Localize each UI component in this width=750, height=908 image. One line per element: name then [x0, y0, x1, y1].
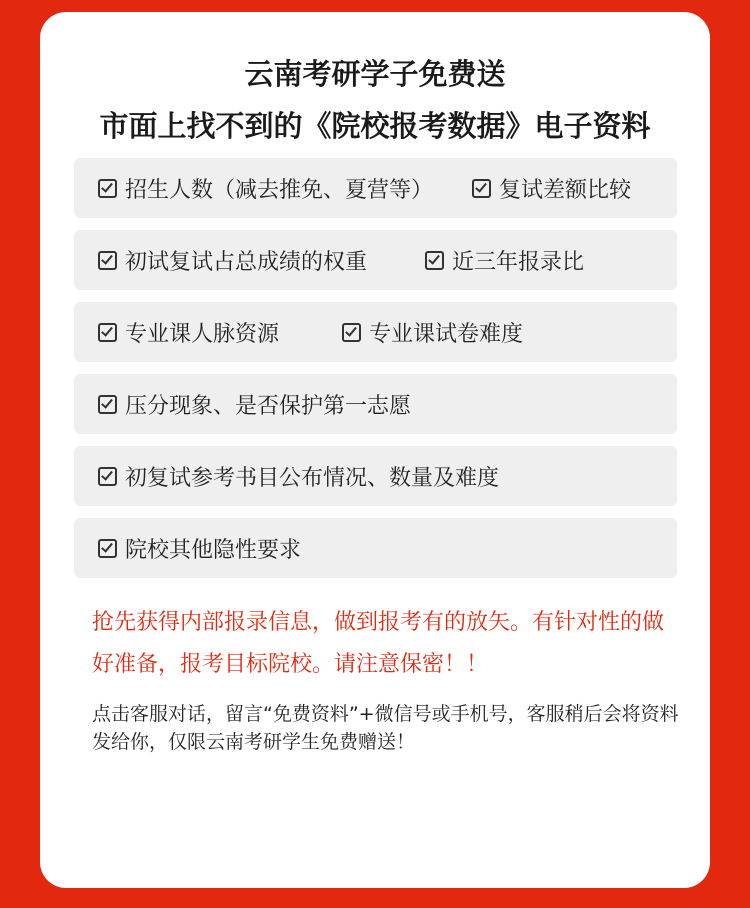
checklist-item [98, 173, 472, 204]
checklist-row [74, 518, 677, 578]
checklist-item [98, 245, 425, 276]
checklist-item-label: 初试复试占总成绩的权重 [125, 249, 368, 275]
contact-instructions: 点击客服对话，留言“免费资料”+微信号或手机号，客服稍后会将资料发给你，仅限云南考研学生免费赠送！ [92, 703, 679, 753]
checklist-item [342, 317, 523, 348]
checkbox-checked-icon [472, 179, 491, 198]
checkbox-checked-icon [98, 323, 117, 342]
checkbox-checked-icon [98, 179, 117, 198]
checkbox-checked-icon [98, 395, 117, 414]
title-line-2: 市面上找不到的《院校报考数据》电子资料 [99, 109, 651, 143]
checklist-item-label: 压分现象、是否保护第一志愿 [125, 393, 412, 419]
checklist-item-label: 招生人数（减去推免、夏营等） [125, 177, 434, 203]
content-card [40, 12, 710, 888]
checklist-row [74, 302, 677, 362]
checkbox-checked-icon [98, 251, 117, 270]
checklist-item [98, 317, 342, 348]
checklist-item [98, 533, 301, 564]
checklist-row [74, 374, 677, 434]
checklist-row [74, 446, 677, 506]
checklist-item [98, 461, 499, 492]
promo-notice: 抢先获得内部报录信息，做到报考有的放矢。有针对性的做好准备，报考目标院校。请注意保密！！ [92, 610, 665, 677]
checklist-item-label: 专业课人脉资源 [125, 321, 280, 347]
checklist-item [472, 173, 631, 204]
checkbox-checked-icon [342, 323, 361, 342]
checklist-item [98, 389, 411, 420]
checklist-row [74, 230, 677, 290]
checklist-item-label: 复试差额比较 [499, 177, 632, 203]
checklist-item [425, 245, 584, 276]
checklist-item-label: 院校其他隐性要求 [125, 537, 302, 563]
checklist-item-label: 近三年报录比 [452, 249, 585, 275]
checkbox-checked-icon [98, 539, 117, 558]
checklist-item-label: 专业课试卷难度 [369, 321, 524, 347]
checklist-item-label: 初复试参考书目公布情况、数量及难度 [125, 465, 500, 491]
checklist [74, 158, 677, 590]
checkbox-checked-icon [98, 467, 117, 486]
title-line-1: 云南考研学子免费送 [244, 57, 506, 91]
checklist-row [74, 158, 677, 218]
checkbox-checked-icon [425, 251, 444, 270]
